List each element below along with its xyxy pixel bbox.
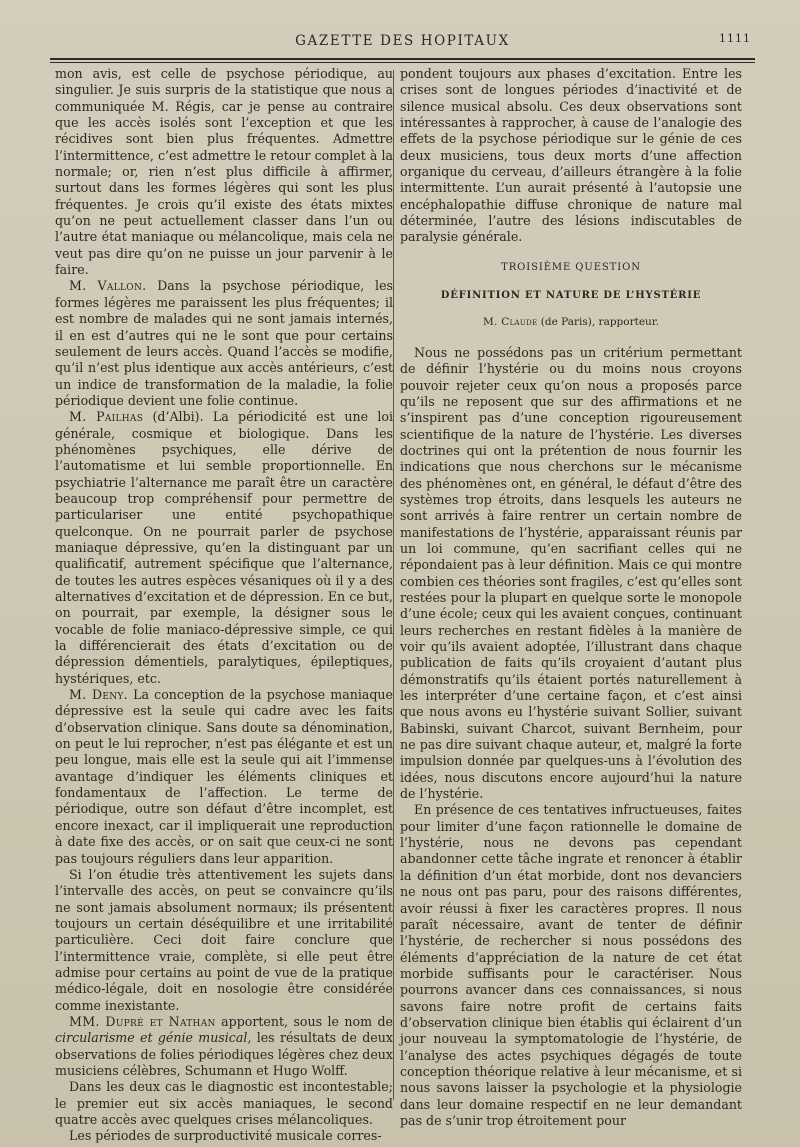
section-subtitle: DÉFINITION ET NATURE DE L’HYSTÉRIE (440, 290, 702, 302)
paragraph: Nous ne possédons pas un critérium permettant de définir l’hystérie ou du moins nous croyons pouvoir rejeter ceux qu’on nous a proposés parce qu’ils ne reposent que sur des affirmations et ne s’inspirent pas d’une conception rigoureusement scientifique de la nature de l’hystérie. Les diverses doctrines qui ont la prétention de nous fournir les indications que nous cherchons sur le mécanisme des phénomènes ont, en général, le défaut d’être des systèmes trop étroits, dans lesquels les auteurs ne sont arrivés à faire rentrer un certain nombre de manifestations de l’hystérie, apparaissant réunis par un loi commune, qu’en sacrifiant celles qui ne répondaient pas à leur définition. Mais ce qui montre combien ces théories sont fragiles, c’est qu’elles sont restées pour la plupart en quelque sorte le monopole d’une école; ceux qui les avaient conçues, continuant leurs recherches en restant fidèles à la manière de voir qu’ils avaient adoptée, l’illustrant dans chaque publication de faits qu’ils croyaient d’autant plus démonstratifs qu’ils étaient portés naturellement à les interpréter d’une certaine façon, et c’est ainsi que nous avons eu l’hystérie suivant Sollier, suivant Babinski, suivant Charcot, suivant Bernheim, pour ne pas dire suivant chaque auteur, et, malgré la forte impulsion donnée par quelques-uns à l’évolution des idées, nous discutons encore aujourd’hui la nature de l’hystérie. (400, 344, 742, 802)
right-column (400, 66, 742, 1129)
header-rule-thin (50, 62, 755, 63)
speaker-place: (d’Albi). (152, 409, 204, 425)
section-title: TROISIÈME QUESTION (501, 261, 641, 273)
paragraph-text: La périodicité est une loi générale, cosmique et biologique. Dans les phénomènes psychiques, elle dérive de l’automatisme et lui semble proportionnelle. En psychiatrie l’alternance me paraît être un caractère beaucoup trop compréhensif pour permettre de particulariser une entité psychopathique quelconque. On ne pourrait parler de psychose maniaque dépressive, qu’en la distinguant par un qualificatif, autrement spécifique que l’alternance, de toutes les autres espèces vésaniques où il y a des alternatives d’excitation et de dépression. En ce but, on pourrait, par exemple, la désigner sous le vocable de folie maniaco-dépressive simple, ce qui la différencierait des états d’excitation ou de dépression démentiels, paralytiques, épileptiques, hystériques, etc. (55, 409, 393, 686)
paragraph-text: apportent, sous le nom de (221, 1013, 393, 1029)
paragraph-text: Dans la psychose périodique, les formes légères me paraissent les plus fréquentes; il est nombre de malades qui ne sont jamais internés, il en est d’autres qui ne le sont que pour certains seulement de leurs accès. Quand l’accès se modifie, qu’il n’est plus identique aux accès antérieurs, c’est un indice de transformation de la maladie, la folie périodique devient une folie continue. (55, 278, 393, 408)
page-number: 1111 (719, 32, 751, 45)
header-rule-thick (50, 58, 755, 60)
paragraph: Les périodes de surproductivité musicale corres- (69, 1128, 382, 1144)
paragraph: pondent toujours aux phases d’excitation. Entre les crises sont de longues périodes d’inactivité et de silence musical absolu. Ces deux observations sont intéressantes à rapprocher, à cause de l’analogie des effets de la psychose périodique sur le génie de ces deux musiciens, tous deux morts d’une affection organique du cerveau, d’ailleurs étrangère à la folie intermittente. L’un aurait présenté à l’autopsie une encéphalopathie diffuse chronique de nature mal déterminée, l’autre des lésions indiscutables de paralysie générale. (400, 66, 742, 245)
paragraph (55, 278, 393, 409)
paragraph: Dans les deux cas le diagnostic est incontestable; le premier eut six accès maniaques, le second quatre accès avec quelques crises mélancoliques. (55, 1079, 393, 1127)
page-header (50, 28, 755, 54)
work-title: circularisme et génie musical, (55, 1030, 252, 1046)
left-column (55, 66, 393, 1145)
paragraph: En présence de ces tentatives infructueuses, faites pour limiter d’une façon rationnelle le domaine de l’hystérie, nous ne devons pas cependant abandonner cette tâche ingrate et renoncer à établir la définition d’un état morbide, dont nos devanciers ne nous ont pas paru, pour des raisons différentes, avoir réussi à fixer les caractères propres. Il nous paraît nécessaire, avant de tenter de définir l’hystérie, de rechercher si nous possédons des éléments d’appréciation de la nature de cet état morbide suffisants pour le caractériser. Nous pourrons avancer dans ces connaissances, si nous savons faire notre profit de certains faits d’observation clinique bien établis qui éclairent d’un jour nouveau la symptomatologie de l’hystérie, de l’analyse des actes psychiques dégagés de toute conception théorique relative à leur mécanisme, et si nous savons laisser la psychologie et la physiologie dans leur domaine respectif en ne leur demandant pas de s’unir trop étroitement pour (400, 802, 742, 1128)
page-header-title: GAZETTE DES HOPITAUX (295, 33, 510, 49)
paragraph: Si l’on étudie très attentivement les sujets dans l’intervalle des accès, on peut se convaincre qu’ils ne sont jamais absolument normaux; ils présentent toujours un certain déséquilibre et une irritabilité particulière. Ceci doit faire conclure que l’intermittence vraie, complète, si elle peut être admise pour certains au point de vue de la pratique médico-légale, doit en nosologie être considérée comme inexistante. (55, 866, 393, 1013)
speaker-name: M. Vallon. (69, 278, 147, 294)
paragraph-text: La conception de la psychose maniaque dépressive est la seule qui cadre avec les faits d’observation clinique. Sans doute sa dénomination, on peut le lui reprocher, n’est pas élégante et est un peu longue, mais elle est la seule qui ait l’immense avantage d’indiquer les éléments cliniques et fondamentaux de l’affection. Le terme de périodique, outre son défaut d’être incomplet, est encore inexact, car il impliquerait une reproduction à date fixe des accès, or on sait que ceux-ci ne sont pas toujours réguliers dans leur apparition. (55, 687, 393, 866)
speaker-name: M. Pailhas (69, 409, 144, 425)
paragraph (55, 687, 393, 867)
paragraph (55, 1014, 393, 1079)
speaker-name: MM. Dupré et Nathan (69, 1013, 216, 1029)
speaker-name: M. Deny. (69, 687, 128, 703)
author-role: (de Paris), rapporteur. (540, 316, 660, 329)
paragraph-text: les résultats de deux observations de folies périodiques légères chez deux musiciens célèbres, Schumann et Hugo Wolff. (55, 1030, 393, 1078)
section-author (400, 314, 742, 330)
author-name: M. Claude (482, 316, 538, 329)
paragraph (55, 409, 393, 687)
column-divider (393, 70, 394, 1100)
paragraph: mon avis, est celle de psychose périodique, au singulier. Je suis surpris de la statistique que nous a communiquée M. Régis, car je pense au contraire que les accès isolés sont l’exception et que les récidives sont bien plus fréquentes. Admettre l’intermittence, c’est admettre le retour complet à la normale; or, rien n’est plus difficile à affirmer, surtout dans les formes légères qui sont les plus fréquentes. Je crois qu’il existe des états mixtes qu’on ne peut actuellement classer dans l’un ou l’autre état maniaque ou mélancolique, mais cela ne veut pas dire qu’on ne puisse un jour parvenir à le faire. (55, 66, 393, 278)
